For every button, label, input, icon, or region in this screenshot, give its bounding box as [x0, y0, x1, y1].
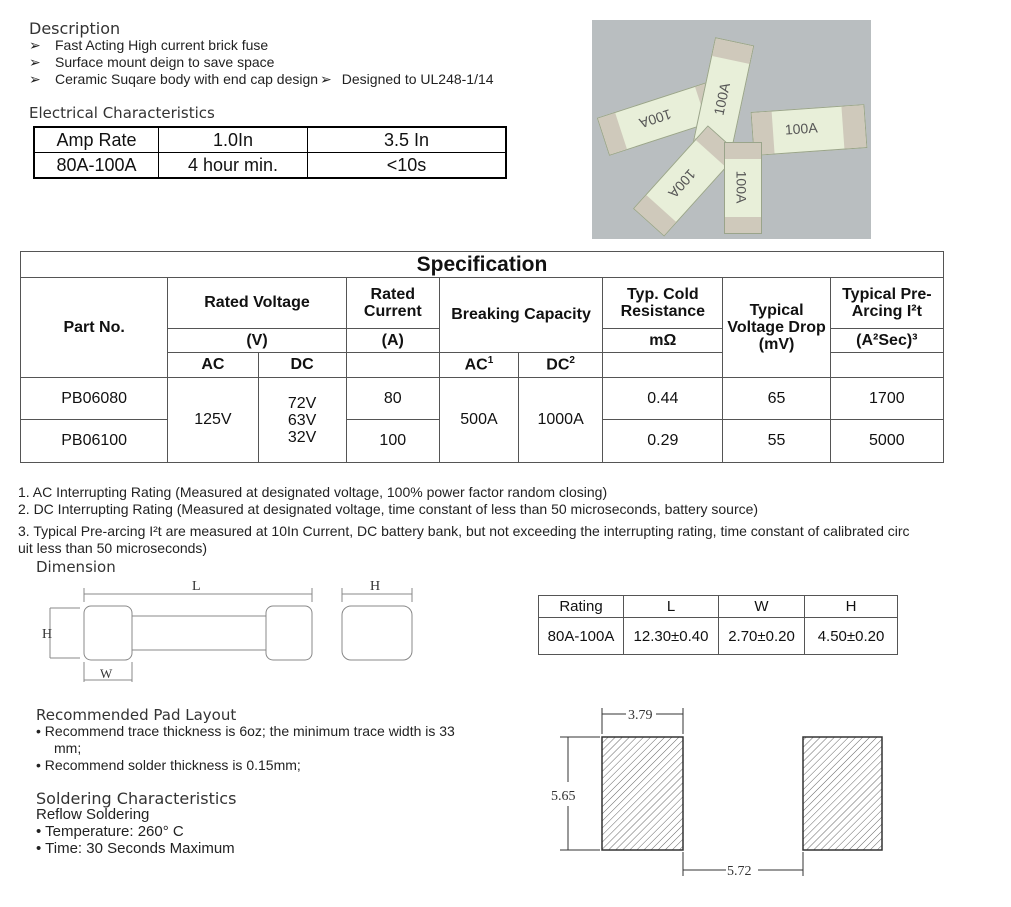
dimension-title: Dimension [36, 558, 116, 576]
table-cell: 80A-100A [539, 618, 624, 655]
list-item: ➢ Surface mount deign to save space [29, 54, 275, 70]
empty-cell [603, 353, 723, 378]
breaking-capacity-header: Breaking Capacity [439, 278, 602, 353]
label-w: W [100, 666, 113, 681]
prearc-header: Typical Pre-Arcing I²t [830, 278, 943, 329]
pad-layout-drawing [546, 700, 891, 882]
voltage-unit: (V) [168, 329, 346, 353]
current-cell: 80 [346, 378, 439, 420]
voltage-drop-header: Typical Voltage Drop (mV) [723, 278, 830, 378]
list-item: ➢ Ceramic Suqare body with end cap design ➢ Designed to UL248-1/14 [29, 71, 494, 87]
table-row [21, 378, 944, 420]
current-cell: 100 [346, 420, 439, 463]
bc-dc-header: $DC^2$ [519, 353, 603, 378]
bc-dc-cell: 1000A [519, 378, 603, 463]
table-cell: 80A-100A [34, 153, 159, 179]
table-header: H [805, 596, 898, 618]
dimension-drawing [36, 576, 426, 688]
part-no-cell: PB06100 [21, 420, 168, 463]
note: 3. Typical Pre-arcing I²t are measured at 10In Current, DC battery bank, but not exceeding the interrupting rating, time constant of calibrated circ [18, 523, 910, 539]
description-list [29, 37, 494, 88]
table-row [539, 596, 898, 618]
resistance-cell: 0.44 [603, 378, 723, 420]
product-photo [592, 20, 871, 239]
current-unit: (A) [346, 329, 439, 353]
part-no-header: Part No. [21, 278, 168, 378]
ac-voltage-cell: 125V [168, 378, 258, 463]
table-row [539, 618, 898, 655]
description-title: Description [29, 19, 121, 38]
list-item: • Time: 30 Seconds Maximum [36, 840, 235, 857]
empty-cell [830, 353, 943, 378]
list-item: • Temperature: 260° C [36, 823, 184, 840]
left-pad [602, 737, 683, 850]
list-item: • Recommend trace thickness is 6oz; the minimum trace width is 33 [36, 723, 455, 739]
rated-voltage-header: Rated Voltage [168, 278, 346, 329]
drop-cell: 65 [723, 378, 830, 420]
list-item: • Recommend solder thickness is 0.15mm; [36, 757, 301, 773]
pad-list [36, 723, 496, 774]
soldering-list [36, 806, 235, 857]
prearc-cell: 5000 [830, 420, 943, 463]
note: uit less than 50 microseconds) [18, 540, 208, 556]
pad-width-label: 3.79 [628, 708, 653, 723]
right-pad [803, 737, 882, 850]
table-cell: <10s [308, 153, 507, 179]
part-no-cell: PB06080 [21, 378, 168, 420]
table-cell: 4 hour min. [159, 153, 308, 179]
table-header: W [719, 596, 805, 618]
table-header: L [624, 596, 719, 618]
table-header: Rating [539, 596, 624, 618]
empty-cell [346, 353, 439, 378]
dimension-table [538, 595, 898, 655]
spec-title: Specification [21, 252, 944, 278]
list-item: ➢ Fast Acting High current brick fuse [29, 37, 269, 53]
ac-header: AC [168, 353, 258, 378]
list-item-cont: mm; [54, 740, 82, 756]
fuse-body: 100A [597, 80, 725, 156]
table-row [34, 153, 506, 179]
note: 2. DC Interrupting Rating (Measured at designated voltage, time constant of less than 50 microseconds, battery source) [18, 501, 759, 517]
label-h: H [42, 627, 53, 642]
soldering-sub: Reflow Soldering [36, 806, 150, 823]
resistance-cell: 0.29 [603, 420, 723, 463]
dc-header: DC [258, 353, 346, 378]
table-cell: 3.5 In [308, 127, 507, 153]
table-cell: 4.50±0.20 [805, 618, 898, 655]
prearc-unit: (A²Sec)³ [830, 329, 943, 353]
note: 1. AC Interrupting Rating (Measured at designated voltage, 100% power factor random closing) [18, 484, 608, 500]
soldering-title: Soldering Characteristics [36, 789, 237, 808]
electrical-table [33, 126, 507, 179]
table-cell: 1.0In [159, 127, 308, 153]
pad-gap-label: 5.72 [727, 864, 752, 879]
table-cell: 2.70±0.20 [719, 618, 805, 655]
table-row [21, 252, 944, 278]
prearc-cell: 1700 [830, 378, 943, 420]
fuse-body: 100A [633, 125, 739, 236]
resistance-unit: mΩ [603, 329, 723, 353]
table-row [34, 127, 506, 153]
fuse-body: 100A [724, 142, 762, 234]
fuse-body: 100A [751, 104, 868, 156]
rated-current-header: Rated Current [346, 278, 439, 329]
label-l: L [192, 579, 201, 594]
electrical-title: Electrical Characteristics [29, 104, 215, 122]
specification-table [20, 251, 944, 463]
table-row [21, 278, 944, 329]
bc-ac-header: $AC^1$ [439, 353, 518, 378]
dc-voltage-cell: 72V 63V 32V [258, 378, 346, 463]
cold-resistance-header: Typ. Cold Resistance [603, 278, 723, 329]
table-cell: Amp Rate [34, 127, 159, 153]
drop-cell: 55 [723, 420, 830, 463]
pad-height-label: 5.65 [551, 789, 576, 804]
notes [18, 484, 910, 557]
table-cell: 12.30±0.40 [624, 618, 719, 655]
pad-title: Recommended Pad Layout [36, 706, 237, 724]
label-h2: H [370, 579, 381, 594]
fuse-body: 100A [690, 37, 754, 165]
bc-ac-cell: 500A [439, 378, 518, 463]
